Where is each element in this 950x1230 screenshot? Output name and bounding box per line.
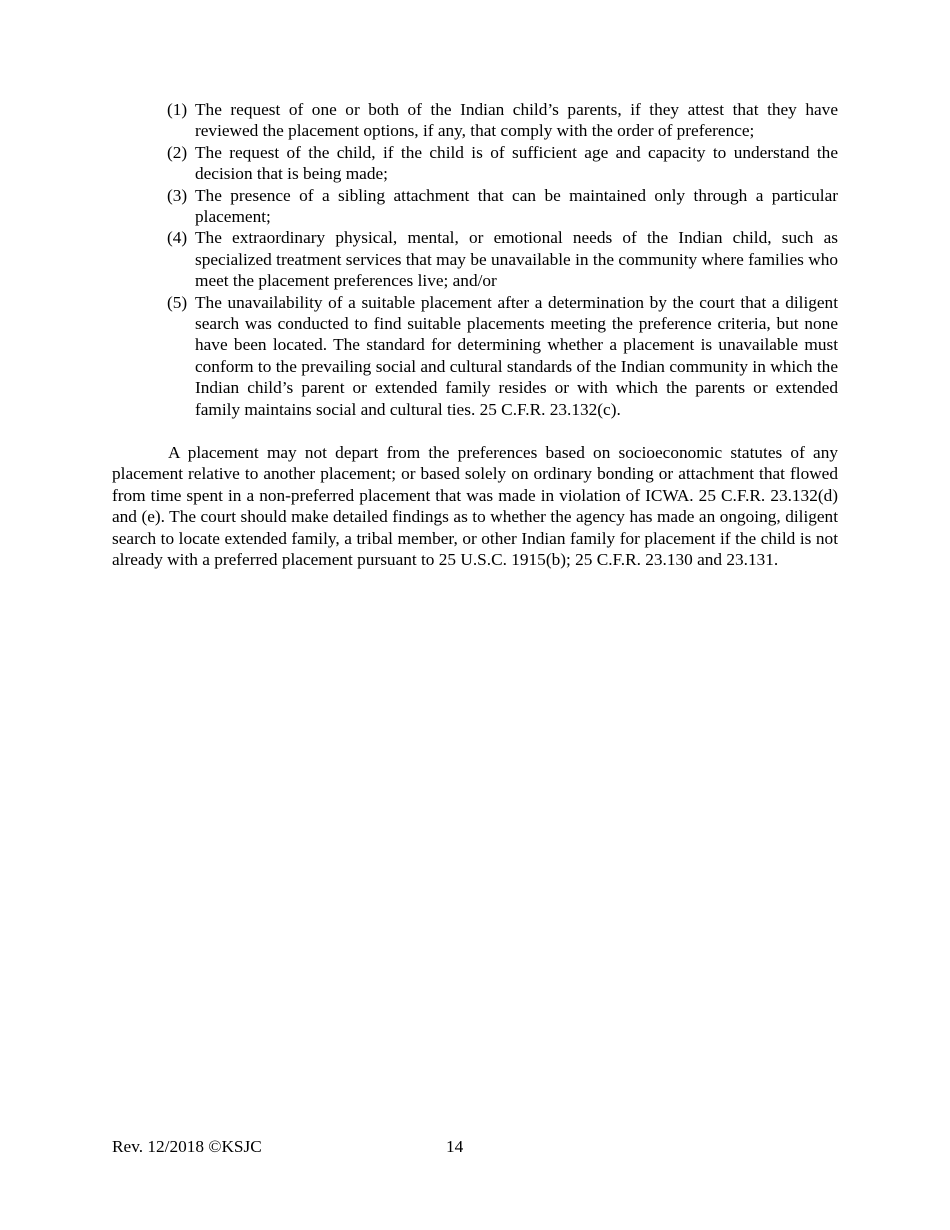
list-item <box>167 99 838 142</box>
footer-page-number: 14 <box>446 1137 464 1156</box>
list-item-text: The extraordinary physical, mental, or emotional needs of the Indian child, such as specialized treatment services that may be unavailable in the community where families who meet the placement preferences live; and/or <box>195 228 838 291</box>
list-item-text: The presence of a sibling attachment that can be maintained only through a particular placement; <box>195 185 838 227</box>
list-item-number: (2) <box>167 142 188 162</box>
list-item-number: (1) <box>167 100 188 119</box>
list-item <box>167 227 838 291</box>
list-item-text: The request of one or both of the Indian child’s parents, if they attest that they have reviewed the placement options, if any, that comply with the order of preference; <box>195 100 838 141</box>
list-item <box>167 185 838 228</box>
footer-revision: Rev. 12/2018 ©KSJC <box>112 1137 262 1156</box>
list-item-number: (4) <box>167 228 188 248</box>
list-item <box>167 142 838 185</box>
list-item <box>167 292 838 420</box>
list-item-number: (3) <box>167 185 188 205</box>
list-item-text: The unavailability of a suitable placement after a determination by the court that a diligent search was conducted to find suitable placements meeting the preference criteria, but none have been located. The standard for determining whether a placement is unavailable must conform to the prevailing social and cultural standards of the Indian community in which the Indian child’s parent or extended family resides or with which the parents or extended family maintains social and cultural ties. 25 C.F.R. 23.132(c). <box>195 292 838 419</box>
list-item-number: (5) <box>167 292 188 312</box>
placement-criteria-list <box>167 99 838 420</box>
list-item-text: The request of the child, if the child is of sufficient age and capacity to understand the decision that is being made; <box>195 142 838 184</box>
body-paragraph: A placement may not depart from the preferences based on socioeconomic statutes of any placement relative to another placement; or based solely on ordinary bonding or attachment that flowed from time spent in a non-preferred placement that was made in violation of ICWA. 25 C.F.R. 23.132(d) and (e). The court should make detailed findings as to whether the agency has made an ongoing, diligent search to locate extended family, a tribal member, or other Indian family for placement if the child is not already with a preferred placement pursuant to 25 U.S.C. 1915(b); 25 C.F.R. 23.130 and 23.131. <box>112 443 838 570</box>
